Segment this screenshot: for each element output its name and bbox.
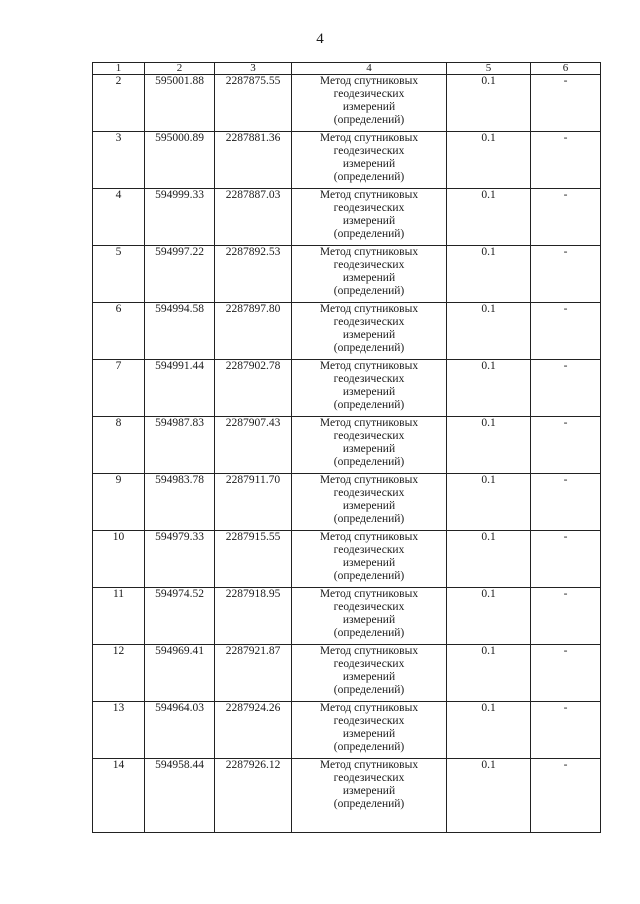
description-cell: - [531, 246, 601, 303]
point-number-cell: 4 [93, 189, 145, 246]
header-cell-1: 1 [93, 63, 145, 75]
x-coordinate-cell: 594994.58 [145, 303, 215, 360]
point-number-cell: 12 [93, 645, 145, 702]
accuracy-cell: 0.1 [447, 246, 531, 303]
accuracy-cell: 0.1 [447, 360, 531, 417]
y-coordinate-cell: 2287924.26 [215, 702, 292, 759]
x-coordinate-cell: 594979.33 [145, 531, 215, 588]
header-cell-3: 3 [215, 63, 292, 75]
x-coordinate-cell: 595000.89 [145, 132, 215, 189]
y-coordinate-cell: 2287892.53 [215, 246, 292, 303]
y-coordinate-cell: 2287887.03 [215, 189, 292, 246]
y-coordinate-cell: 2287897.80 [215, 303, 292, 360]
description-cell: - [531, 303, 601, 360]
x-coordinate-cell: 594983.78 [145, 474, 215, 531]
description-cell: - [531, 360, 601, 417]
point-number-cell: 5 [93, 246, 145, 303]
y-coordinate-cell: 2287911.70 [215, 474, 292, 531]
point-number-cell: 3 [93, 132, 145, 189]
method-cell: Метод спутниковых геодезических измерений (определений) [292, 246, 447, 303]
description-cell: - [531, 702, 601, 759]
page-number: 4 [316, 31, 324, 47]
y-coordinate-cell: 2287902.78 [215, 360, 292, 417]
method-cell: Метод спутниковых геодезических измерений (определений) [292, 303, 447, 360]
accuracy-cell: 0.1 [447, 702, 531, 759]
point-number-cell: 9 [93, 474, 145, 531]
header-cell-2: 2 [145, 63, 215, 75]
description-cell: - [531, 759, 601, 833]
x-coordinate-cell: 594997.22 [145, 246, 215, 303]
accuracy-cell: 0.1 [447, 474, 531, 531]
method-cell: Метод спутниковых геодезических измерений (определений) [292, 645, 447, 702]
table-row [93, 132, 601, 189]
accuracy-cell: 0.1 [447, 645, 531, 702]
method-cell: Метод спутниковых геодезических измерений (определений) [292, 531, 447, 588]
table-header-row [93, 63, 601, 75]
accuracy-cell: 0.1 [447, 189, 531, 246]
table-row [93, 645, 601, 702]
table-row [93, 588, 601, 645]
accuracy-cell: 0.1 [447, 303, 531, 360]
accuracy-cell: 0.1 [447, 531, 531, 588]
description-cell: - [531, 588, 601, 645]
accuracy-cell: 0.1 [447, 759, 531, 833]
y-coordinate-cell: 2287907.43 [215, 417, 292, 474]
table-row [93, 75, 601, 132]
point-number-cell: 8 [93, 417, 145, 474]
coordinates-table [92, 62, 601, 833]
x-coordinate-cell: 594974.52 [145, 588, 215, 645]
x-coordinate-cell: 594991.44 [145, 360, 215, 417]
point-number-cell: 7 [93, 360, 145, 417]
description-cell: - [531, 132, 601, 189]
point-number-cell: 6 [93, 303, 145, 360]
y-coordinate-cell: 2287875.55 [215, 75, 292, 132]
table-body [93, 63, 601, 833]
table-row [93, 759, 601, 833]
table-row [93, 474, 601, 531]
method-cell: Метод спутниковых геодезических измерений (определений) [292, 189, 447, 246]
header-cell-6: 6 [531, 63, 601, 75]
accuracy-cell: 0.1 [447, 588, 531, 645]
method-cell: Метод спутниковых геодезических измерений (определений) [292, 474, 447, 531]
accuracy-cell: 0.1 [447, 132, 531, 189]
method-cell: Метод спутниковых геодезических измерений (определений) [292, 417, 447, 474]
method-cell: Метод спутниковых геодезических измерений (определений) [292, 132, 447, 189]
y-coordinate-cell: 2287926.12 [215, 759, 292, 833]
point-number-cell: 10 [93, 531, 145, 588]
point-number-cell: 11 [93, 588, 145, 645]
method-cell: Метод спутниковых геодезических измерений (определений) [292, 588, 447, 645]
accuracy-cell: 0.1 [447, 75, 531, 132]
point-number-cell: 14 [93, 759, 145, 833]
y-coordinate-cell: 2287881.36 [215, 132, 292, 189]
y-coordinate-cell: 2287921.87 [215, 645, 292, 702]
table-row [93, 702, 601, 759]
x-coordinate-cell: 595001.88 [145, 75, 215, 132]
description-cell: - [531, 189, 601, 246]
table-row [93, 189, 601, 246]
x-coordinate-cell: 594964.03 [145, 702, 215, 759]
x-coordinate-cell: 594958.44 [145, 759, 215, 833]
point-number-cell: 13 [93, 702, 145, 759]
description-cell: - [531, 645, 601, 702]
table-row [93, 360, 601, 417]
point-number-cell: 2 [93, 75, 145, 132]
header-cell-4: 4 [292, 63, 447, 75]
method-cell: Метод спутниковых геодезических измерений (определений) [292, 702, 447, 759]
table-row [93, 531, 601, 588]
table-row [93, 246, 601, 303]
method-cell: Метод спутниковых геодезических измерений (определений) [292, 75, 447, 132]
y-coordinate-cell: 2287918.95 [215, 588, 292, 645]
description-cell: - [531, 474, 601, 531]
table-row [93, 417, 601, 474]
description-cell: - [531, 531, 601, 588]
x-coordinate-cell: 594987.83 [145, 417, 215, 474]
table-row [93, 303, 601, 360]
y-coordinate-cell: 2287915.55 [215, 531, 292, 588]
description-cell: - [531, 75, 601, 132]
header-cell-5: 5 [447, 63, 531, 75]
description-cell: - [531, 417, 601, 474]
method-cell: Метод спутниковых геодезических измерений (определений) [292, 360, 447, 417]
x-coordinate-cell: 594969.41 [145, 645, 215, 702]
x-coordinate-cell: 594999.33 [145, 189, 215, 246]
method-cell: Метод спутниковых геодезических измерений (определений) [292, 759, 447, 833]
accuracy-cell: 0.1 [447, 417, 531, 474]
